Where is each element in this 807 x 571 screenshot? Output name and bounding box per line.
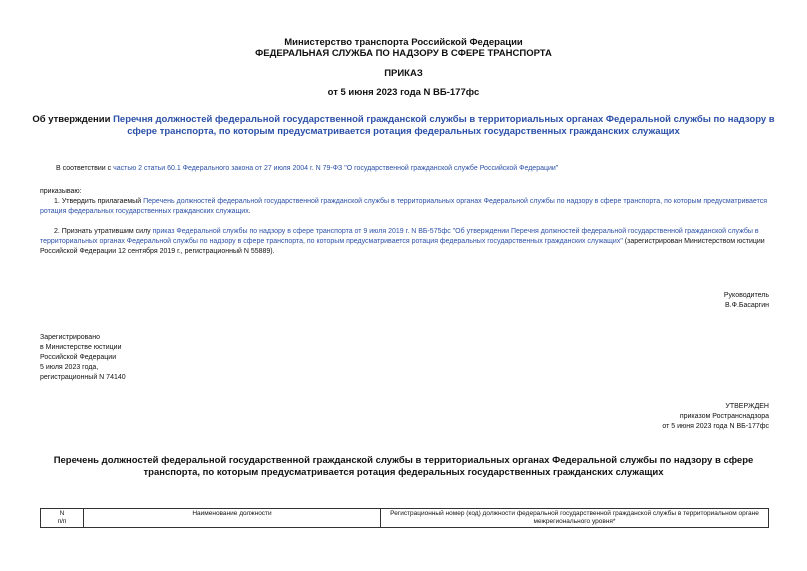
doc-date-number: от 5 июня 2023 года N ВБ-177фс [327,87,480,98]
col-number-header [41,509,84,528]
item-2-prefix: 2. Признать утратившим силу [54,228,153,235]
approval-line-1: УТВЕРЖДЕН [725,403,769,410]
item-1 [40,197,767,217]
repealed-order-link[interactable]: приказ Федеральной службы по надзору в сфере транспорта от 9 июля 2019 г. N ВБ-575фс "Об утверждении Перечня должностей федеральной государственной гражданской службы в территориальных органах Федеральной службы по надзору в сфере транспорта, по которым предусматривается ротация федеральных государственных гражданских служащих" [40,228,759,245]
order-word: приказываю: [40,188,82,195]
item-1-prefix: 1. Утвердить прилагаемый [54,198,144,205]
col-position-header: Наименование должности [84,509,381,528]
col-code-header: Регистрационный номер (код) должности федеральной государственной гражданской службы в территориальном органе межрегионального уровня* [381,509,769,528]
item-1-suffix: . [248,208,251,215]
registration-line-3: Российской Федерации [40,354,117,361]
preamble-prefix: В соответствии с [56,165,114,172]
positions-table [40,508,769,528]
approval-block [662,402,769,432]
table-header-row [41,509,769,528]
registration-line-5: регистрационный N 74140 [40,374,126,381]
col-number-line-2: п/п [57,518,67,525]
list-title: Перечень должностей федеральной государственной гражданской службы в территориальных органах Федеральной службы по надзору в сфере транспорта, по которым предусматривается ротация федеральных государственных гражданских служащих [53,455,754,478]
order-title [32,114,775,137]
registration-line-1: Зарегистрировано [40,334,100,341]
approved-list-link[interactable]: Перечень должностей федеральной государственной гражданской службы в территориальных органах Федеральной службы по надзору в сфере транспорта, по которым предусматривается ротация федеральных государственных гражданских служащих [40,198,767,215]
registration-line-4: 5 июля 2023 года, [40,364,99,371]
approval-line-2: приказом Ространснадзора [679,413,769,420]
item-2-suffix: (зарегистрирован Министерством юстиции Российской Федерации 12 сентября 2019 г., регистрационный N 55889). [40,238,765,255]
federal-law-link[interactable]: частью 2 статьи 60.1 Федерального закона от 27 июля 2004 г. N 79-ФЗ "О государственной гражданской службе Российской Федерации" [113,165,559,172]
signature-block [724,291,769,311]
approval-line-3: от 5 июня 2023 года N ВБ-177фс [662,423,769,430]
order-title-link[interactable]: Перечня должностей федеральной государственной гражданской службы в территориальных органах Федеральной службы по надзору в сфере транспорта, по которым предусматривается ротация федеральных государственных гражданских служащих [113,114,775,137]
signature-position: Руководитель [723,292,769,299]
preamble [56,164,776,174]
order-title-prefix: Об утверждении [32,114,114,125]
item-2 [40,227,772,257]
ministry-name: Министерство транспорта Российской Федерации [284,37,523,48]
signature-name: В.Ф.Басаргин [725,302,769,309]
registration-line-2: в Министерстве юстиции [40,344,122,351]
registration-block [40,333,126,383]
service-name: ФЕДЕРАЛЬНАЯ СЛУЖБА ПО НАДЗОРУ В СФЕРЕ ТРАНСПОРТА [255,48,552,59]
doc-type: ПРИКАЗ [384,68,423,79]
col-number-line-1: N [59,510,65,517]
